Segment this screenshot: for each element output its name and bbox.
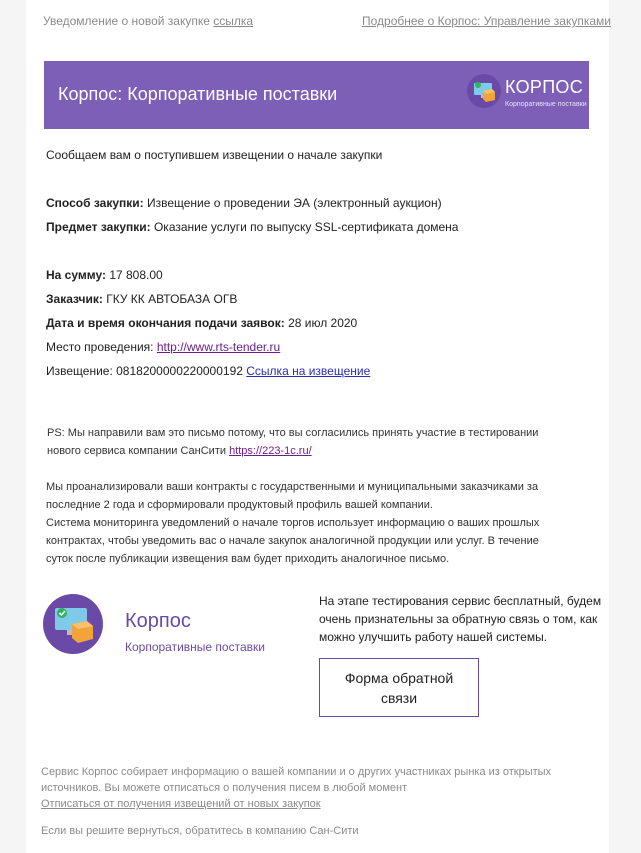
info-line-1: Мы проанализировали ваши контракты с государственными и муниципальными заказчиками за последние 2 года и сформировали продуктовый профиль вашей компании.: [46, 481, 539, 511]
purchase-method: [46, 196, 442, 210]
banner-title: Корпос: Корпоративные поставки: [58, 84, 338, 104]
notice-link[interactable]: ссылка: [213, 14, 254, 28]
footer-info: [41, 764, 561, 812]
header-banner: [44, 61, 589, 129]
sum-label: На сумму:: [46, 268, 106, 282]
deadline-value: 28 июл 2020: [284, 316, 358, 330]
place-link[interactable]: http://www.rts-tender.ru: [156, 340, 281, 354]
feedback-text: На этапе тестирования сервис бесплатный, будем очень признательны за обратную связь о том, как можно улучшить работу нашей системы.: [319, 594, 602, 644]
logo-subtitle: Корпоративные поставки: [505, 101, 587, 108]
logo-name: КОРПОС: [505, 77, 584, 97]
notice-detail-link[interactable]: Ссылка на извещение: [246, 364, 371, 378]
place-label: Место проведения:: [46, 340, 157, 354]
notice-number: Извещение: 0818200000220000192: [46, 364, 247, 378]
subject-label: Предмет закупки:: [46, 220, 151, 234]
intro-text: Сообщаем вам о поступившем извещении о начале закупки: [46, 148, 383, 162]
footer-text: Сервис Корпос собирает информацию о вашей компании и о других участниках рынка из открытых источников. Вы можете отписаться о получения писем в любой момент: [41, 766, 552, 794]
ps-link[interactable]: https://223-1c.ru/: [229, 445, 312, 457]
customer-value: ГКУ КК АВТОБАЗА ОГВ: [102, 292, 238, 306]
purchase-customer: [46, 292, 237, 306]
sum-value: 17 808.00: [105, 268, 163, 282]
method-label: Способ закупки:: [46, 196, 144, 210]
unsubscribe-link[interactable]: Отписаться от получения извещений от новых закупок: [41, 798, 321, 810]
info-line-2: Система мониторинга уведомлений о начале торгов использует информацию о ваших прошлых контрактах, чтобы уведомить вас о начале закупок аналогичной продукции или услуг. В течение суток после публикации извещения вам будет приходить аналогичное письмо.: [46, 517, 540, 565]
ps-note: [47, 424, 567, 460]
about-korpos-link[interactable]: Подробнее о Корпос: Управление закупками: [362, 14, 611, 28]
deadline-label: Дата и время окончания подачи заявок:: [46, 316, 285, 330]
new-purchase-notice: [43, 14, 253, 28]
application-deadline: [46, 316, 357, 330]
brand-subtitle: Корпоративные поставки: [125, 640, 265, 654]
box-monitor-logo-icon: [467, 74, 501, 108]
feedback-form-button[interactable]: Форма обратной связи: [319, 658, 479, 717]
purchase-notice: [46, 364, 370, 378]
method-value: Извещение о проведении ЭА (электронный аукцион): [143, 196, 442, 210]
footer-return: Если вы решите вернуться, обратитесь в компанию Сан-Сити: [41, 825, 359, 837]
purchase-place: [46, 340, 280, 354]
customer-label: Заказчик:: [46, 292, 103, 306]
brand-name: Корпос: [125, 610, 191, 632]
purchase-sum: [46, 268, 163, 282]
ps-text: PS: Мы направили вам это письмо потому, что вы согласились принять участие в тестировании нового сервиса компании СанСити: [47, 427, 539, 457]
info-block: [46, 478, 566, 568]
purchase-subject: [46, 220, 458, 234]
box-monitor-logo-icon: [43, 594, 103, 654]
subject-value: Оказание услуги по выпуску SSL-сертификата домена: [150, 220, 459, 234]
notice-text: Уведомление о новой закупке: [43, 14, 210, 28]
check-icon: [57, 608, 67, 618]
